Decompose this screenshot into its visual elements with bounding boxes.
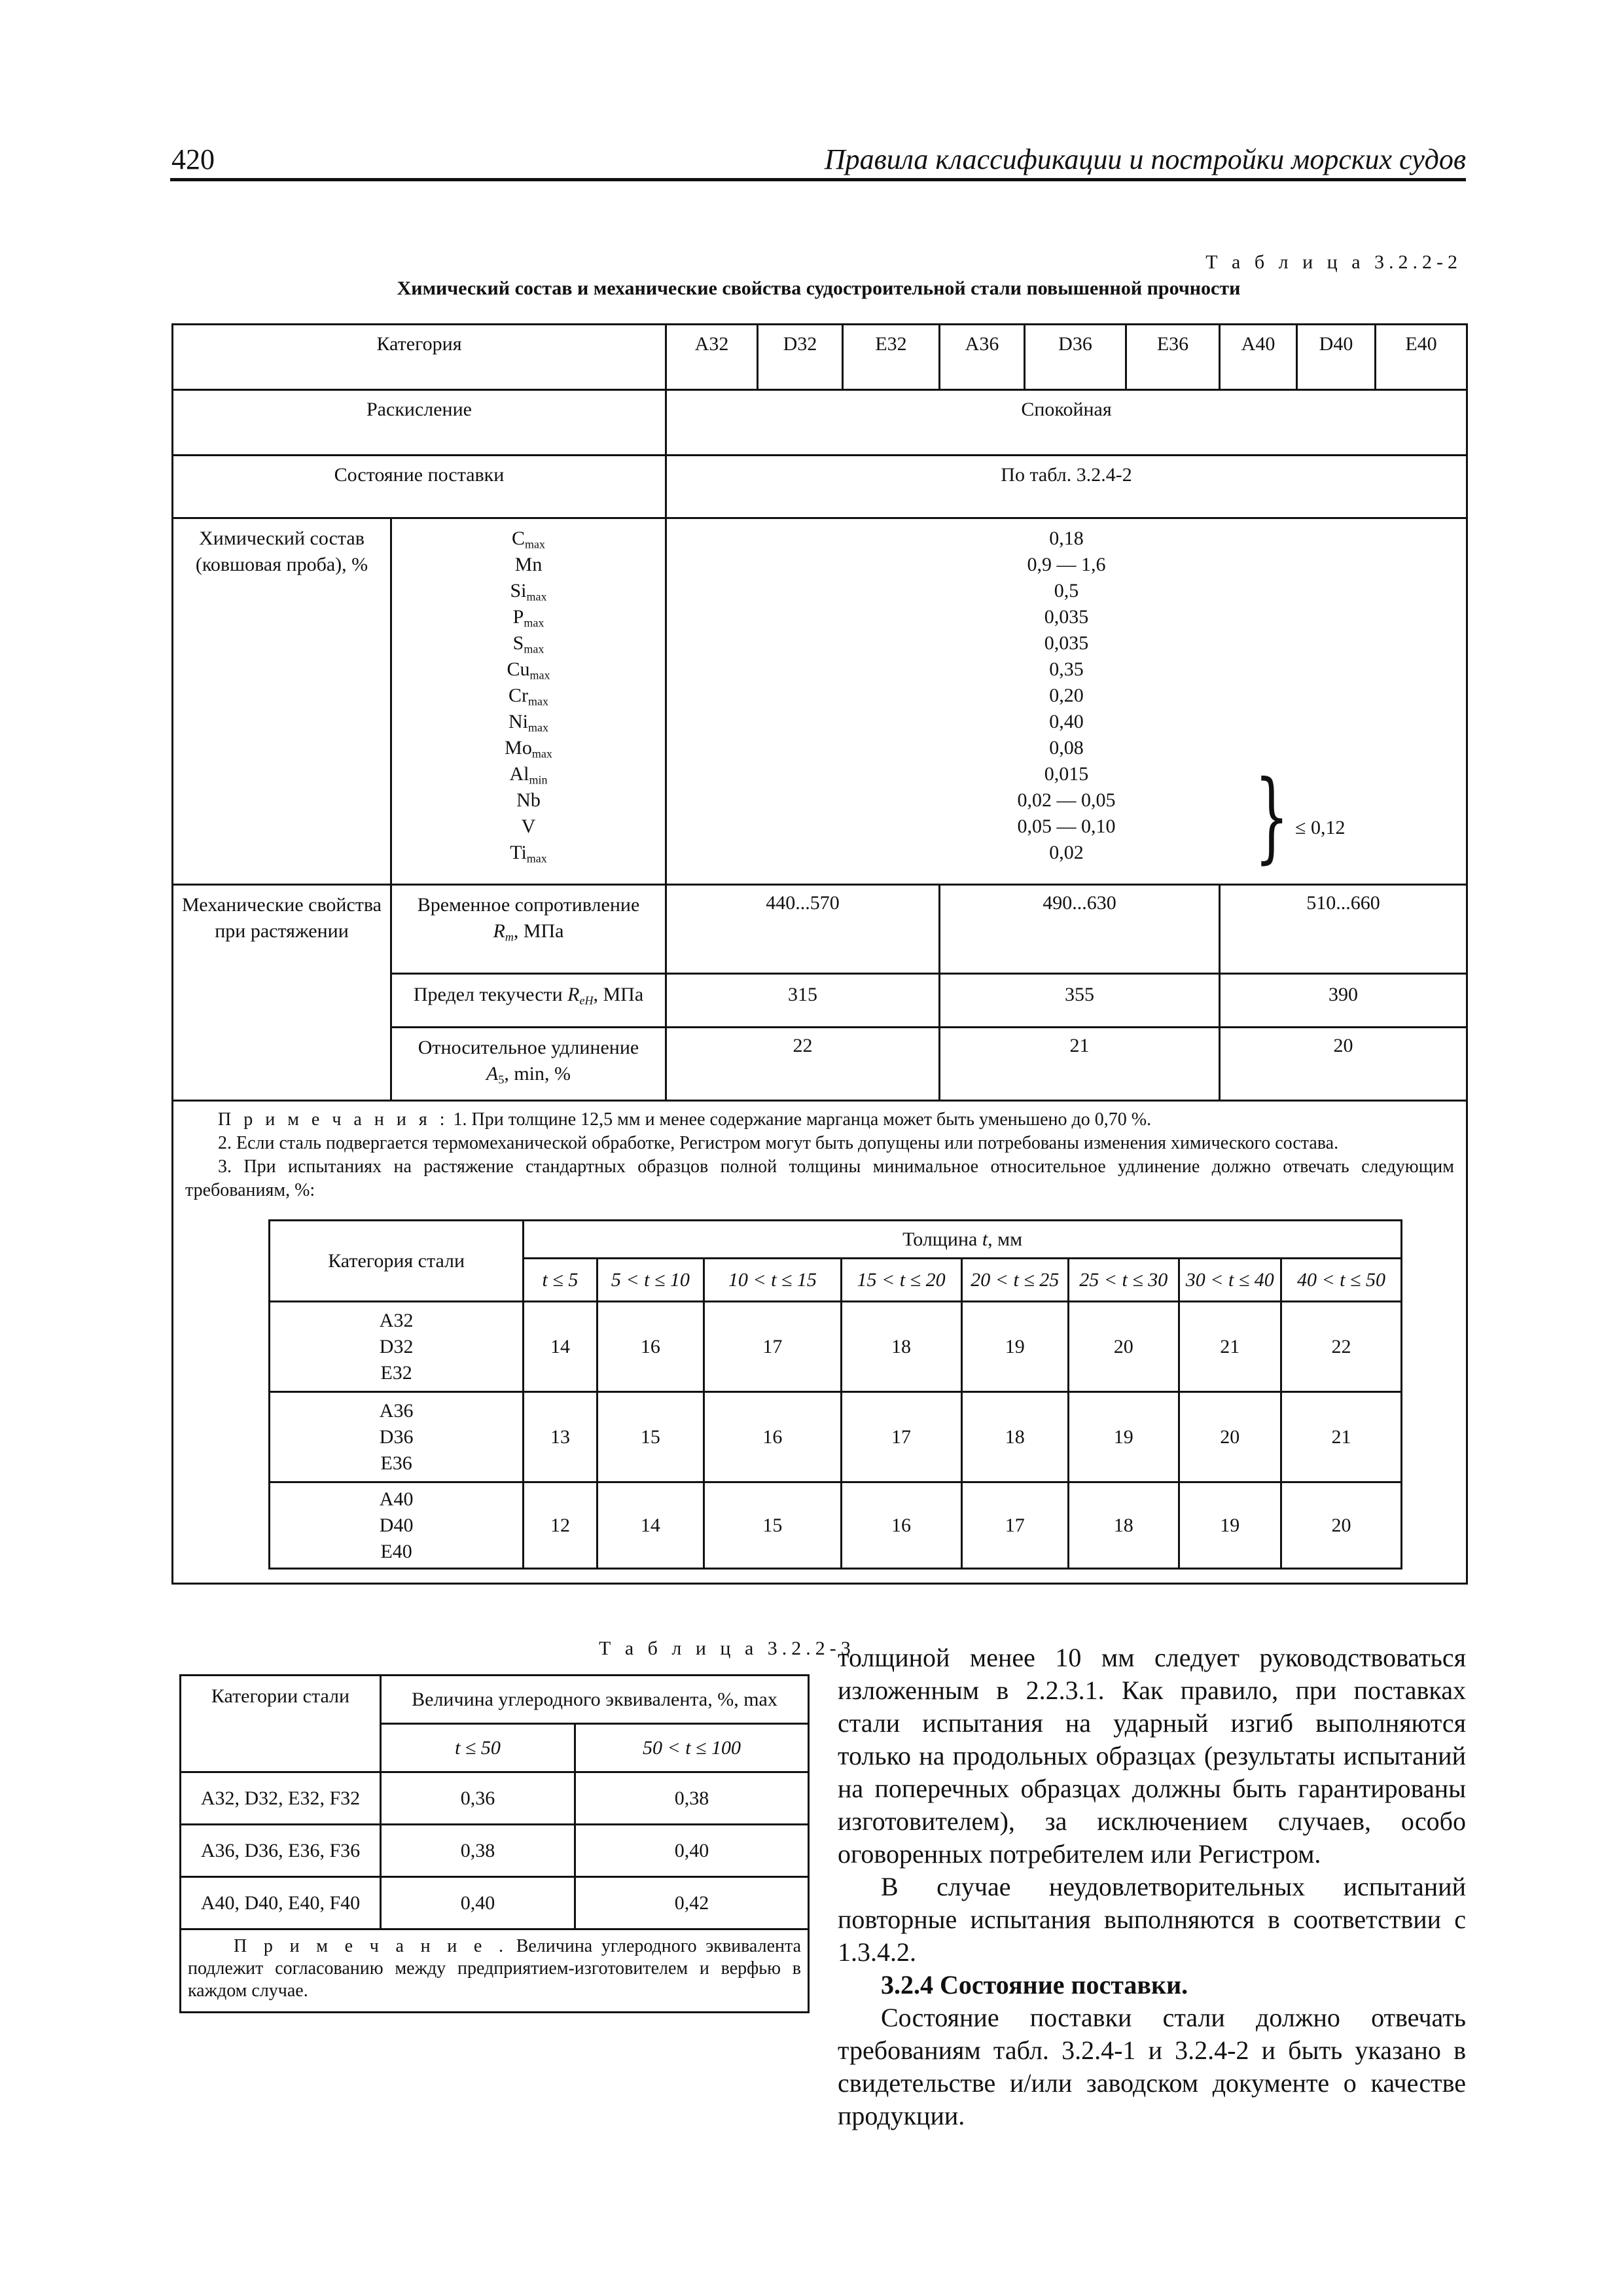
chem-element-symbol: V xyxy=(521,816,536,837)
chem-element-subscript: max xyxy=(526,852,547,865)
t2-cell: 18 xyxy=(961,1392,1068,1482)
t2-range-text: 25 < t ≤ 30 xyxy=(1079,1268,1168,1291)
t2-range-header xyxy=(597,1259,704,1302)
elongation-unit: , min, % xyxy=(504,1063,571,1085)
t2-cell: 19 xyxy=(1179,1482,1281,1569)
t2-range-text: 5 < t ≤ 10 xyxy=(611,1268,690,1291)
chem-elements xyxy=(391,518,666,885)
section-heading: 3.2.4 Состояние поставки. xyxy=(881,1970,1188,2000)
chem-element xyxy=(392,656,665,683)
category-d32: D32 xyxy=(758,325,843,390)
note-1-text: 1. При толщине 12,5 мм и менее содержание марганца может быть уменьшено до 0,70 %. xyxy=(448,1109,1152,1130)
yield-symbol: R xyxy=(567,984,580,1005)
t2-category: A36 xyxy=(379,1399,414,1422)
chem-element-subscript: max xyxy=(524,642,544,656)
chem-element-symbol: P xyxy=(512,606,524,628)
t3-row xyxy=(181,1772,809,1825)
category-label: Категория xyxy=(173,325,666,390)
t2-range-text: 20 < t ≤ 25 xyxy=(971,1268,1060,1291)
chem-element-symbol: Mo xyxy=(505,737,532,759)
chem-element-subscript: max xyxy=(531,747,552,761)
tensile-subscript: m xyxy=(505,930,514,944)
category-a40: A40 xyxy=(1220,325,1297,390)
yield-subscript: eH xyxy=(579,994,594,1007)
t2-row xyxy=(270,1392,1402,1482)
chem-element-subscript: max xyxy=(524,616,544,630)
chem-element-subscript: min xyxy=(529,773,548,787)
chem-value: 0,9 — 1,6 xyxy=(1027,554,1106,575)
chem-element xyxy=(392,604,665,630)
t2-cell: 20 xyxy=(1281,1482,1401,1569)
t3-cell-t50: 0,40 xyxy=(381,1877,575,1929)
t2-cell: 13 xyxy=(524,1392,597,1482)
t2-cell: 22 xyxy=(1281,1302,1401,1392)
t2-row xyxy=(270,1482,1402,1569)
t3-row-categories: A40, D40, E40, F40 xyxy=(181,1877,381,1929)
t2-range-header xyxy=(1281,1259,1401,1302)
t2-cell: 18 xyxy=(841,1302,961,1392)
chem-element xyxy=(392,683,665,709)
chem-element-subscript: max xyxy=(525,537,545,551)
t2-row-categories xyxy=(270,1482,524,1569)
t3-cell-t100: 0,42 xyxy=(575,1877,809,1929)
t2-cell: 16 xyxy=(704,1392,841,1482)
chem-value: 0,35 xyxy=(1049,658,1084,680)
table3 xyxy=(179,1674,810,2013)
elongation-symbol: A xyxy=(486,1063,499,1085)
elongation-thickness-table xyxy=(268,1219,1402,1570)
chem-element xyxy=(392,761,665,787)
t3-cell-t50: 0,36 xyxy=(381,1772,575,1825)
chem-element xyxy=(392,840,665,866)
t2-cell: 20 xyxy=(1179,1392,1281,1482)
t2-category: D32 xyxy=(379,1335,414,1357)
chem-element xyxy=(392,709,665,735)
header-rule xyxy=(170,178,1466,181)
chem-element-subscript: max xyxy=(526,590,547,603)
elongation-label-text: Относительное удлинение xyxy=(418,1037,639,1058)
paragraph-1: толщиной менее 10 мм следует руководствоваться изложенным в 2.2.3.1. Как правило, при поставках стали испытания на ударный изгиб выполняются только на продольных образцах (результаты испытаний на поперечных образцах должны быть гарантированы изготовителем), за исключением случаев, особо оговоренных потребителем или Регистром. xyxy=(838,1643,1466,1869)
table1-notes xyxy=(173,1101,1467,1584)
t2-range-text: 30 < t ≤ 40 xyxy=(1185,1268,1274,1291)
chem-value: 0,02 — 0,05 xyxy=(1017,789,1116,811)
t2-range-header xyxy=(841,1259,961,1302)
t2-cell: 17 xyxy=(961,1482,1068,1569)
t2-cell: 12 xyxy=(524,1482,597,1569)
chem-element xyxy=(392,735,665,761)
t2-range-text: 10 < t ≤ 15 xyxy=(728,1268,817,1291)
chem-value: 0,035 xyxy=(1044,606,1089,628)
table1-title: Химический состав и механические свойства судостроительной стали повышенной прочности xyxy=(397,278,1241,299)
chem-element-symbol: S xyxy=(512,632,524,654)
t2-cell: 15 xyxy=(597,1392,704,1482)
paragraph-2: В случае неудовлетворительных испытаний повторные испытания выполняются в соответствии с 1.3.4.2. xyxy=(838,1872,1466,1967)
chem-element-symbol: Cu xyxy=(507,658,530,680)
t2-cell: 21 xyxy=(1179,1302,1281,1392)
t3-row xyxy=(181,1825,809,1877)
t2-range-text: t ≤ 5 xyxy=(542,1268,579,1291)
delivery-value: По табл. 3.2.4-2 xyxy=(666,456,1467,518)
t3-note-prefix: П р и м е ч а н и е . xyxy=(234,1936,508,1956)
t2-cell: 14 xyxy=(597,1482,704,1569)
t2-category: E40 xyxy=(380,1540,412,1562)
note-2: 2. Если сталь подвергается термомеханической обработке, Регистром могут быть допущены или потребованы изменения химического состава. xyxy=(218,1133,1339,1153)
t2-cell: 15 xyxy=(704,1482,841,1569)
t3-col-t50-text: t ≤ 50 xyxy=(455,1736,501,1759)
chem-value: 0,08 xyxy=(1049,737,1084,759)
chem-element-symbol: Ni xyxy=(508,711,528,732)
t2-range-header xyxy=(961,1259,1068,1302)
t2-cell: 20 xyxy=(1069,1302,1179,1392)
t2-range-header xyxy=(524,1259,597,1302)
t3-row xyxy=(181,1877,809,1929)
yield-unit: , МПа xyxy=(593,984,644,1005)
notes-prefix: П р и м е ч а н и я : xyxy=(218,1109,449,1130)
t2-category-header: Категория стали xyxy=(270,1221,524,1302)
elongation-value-32: 22 xyxy=(666,1028,940,1101)
chem-values xyxy=(666,518,1467,885)
yield-label xyxy=(391,974,666,1028)
chem-element-symbol: Nb xyxy=(516,789,541,811)
yield-value-40: 390 xyxy=(1220,974,1467,1028)
chem-element-symbol: Cr xyxy=(508,685,528,706)
yield-label-text: Предел текучести xyxy=(413,984,563,1005)
chem-value: 0,015 xyxy=(1044,763,1089,785)
tensile-value-36: 490...630 xyxy=(940,885,1220,974)
brace-icon: } xyxy=(1255,760,1289,874)
running-title: Правила классификации и постройки морских судов xyxy=(824,143,1466,175)
paragraph-3: Состояние поставки стали должно отвечать требованиям табл. 3.2.4-1 и 3.2.4-2 и быть указано в свидетельстве и/или заводском документе о качестве продукции. xyxy=(838,2003,1466,2130)
category-e40: E40 xyxy=(1376,325,1467,390)
t3-cell-t100: 0,38 xyxy=(575,1772,809,1825)
t3-category-header: Категории стали xyxy=(181,1676,381,1772)
chem-element-symbol: Ti xyxy=(510,842,527,863)
tensile-label xyxy=(391,885,666,974)
t2-range-header xyxy=(1179,1259,1281,1302)
chem-element xyxy=(392,552,665,578)
t2-cell: 18 xyxy=(1069,1482,1179,1569)
t2-cell: 17 xyxy=(841,1392,961,1482)
t2-category: E32 xyxy=(380,1361,412,1384)
tensile-symbol: R xyxy=(493,920,505,942)
brace-value: ≤ 0,12 xyxy=(1295,817,1346,838)
t2-category: A32 xyxy=(379,1309,414,1331)
t2-range-text: 40 < t ≤ 50 xyxy=(1296,1268,1385,1291)
t2-cell: 17 xyxy=(704,1302,841,1392)
t2-row xyxy=(270,1302,1402,1392)
chem-value: 0,18 xyxy=(1049,528,1084,549)
elongation-value-36: 21 xyxy=(940,1028,1220,1101)
t2-cell: 19 xyxy=(961,1302,1068,1392)
category-a32: A32 xyxy=(666,325,758,390)
t2-row-categories xyxy=(270,1302,524,1392)
chem-element-subscript: max xyxy=(528,721,548,734)
yield-value-36: 355 xyxy=(940,974,1220,1028)
t2-category: D36 xyxy=(379,1426,414,1448)
t2-thickness-header-text: Толщина t, мм xyxy=(902,1228,1023,1250)
t3-col-t100-text: 50 < t ≤ 100 xyxy=(642,1736,741,1759)
t2-cell: 16 xyxy=(597,1302,704,1392)
category-a36: A36 xyxy=(940,325,1025,390)
category-d40: D40 xyxy=(1297,325,1376,390)
elongation-label xyxy=(391,1028,666,1101)
tensile-value-32: 440...570 xyxy=(666,885,940,974)
table1-caption: Т а б л и ц а 3.2.2-2 xyxy=(1205,251,1462,273)
yield-value-32: 315 xyxy=(666,974,940,1028)
page-number: 420 xyxy=(171,143,215,175)
chem-value: 0,02 xyxy=(1049,842,1084,863)
t3-col-t100 xyxy=(575,1724,809,1772)
t2-cell: 14 xyxy=(524,1302,597,1392)
elongation-subscript: 5 xyxy=(498,1073,505,1086)
chem-element xyxy=(392,578,665,604)
category-d36: D36 xyxy=(1025,325,1126,390)
chem-element xyxy=(392,787,665,814)
chem-element-symbol: Mn xyxy=(514,554,543,575)
t2-cell: 16 xyxy=(841,1482,961,1569)
t2-thickness-header xyxy=(524,1221,1402,1259)
table3-caption: Т а б л и ц а 3.2.2-3 xyxy=(599,1638,855,1659)
t2-category: D40 xyxy=(379,1514,414,1536)
delivery-label: Состояние поставки xyxy=(173,456,666,518)
tensile-unit: , МПа xyxy=(513,920,564,942)
tensile-label-text: Временное сопротивление xyxy=(417,894,640,916)
t2-category: E36 xyxy=(380,1452,412,1474)
chem-element-symbol: Al xyxy=(509,763,529,785)
t3-body xyxy=(181,1772,809,1929)
note-3: 3. При испытаниях на растяжение стандартных образцов полной толщины минимальное относительное удлинение должно отвечать следующим требованиям, %: xyxy=(185,1157,1454,1200)
table1 xyxy=(171,323,1468,1585)
t3-note-text: Величина углеродного эквивалента подлежит согласованию между предприятием-изготовителем и верфью в каждом случае. xyxy=(188,1936,801,2001)
tensile-value-40: 510...660 xyxy=(1220,885,1467,974)
note-1 xyxy=(185,1108,1454,1132)
chem-value: 0,20 xyxy=(1049,685,1084,706)
t2-body xyxy=(270,1302,1402,1569)
deoxidation-value: Спокойная xyxy=(666,390,1467,456)
t3-col-t50 xyxy=(381,1724,575,1772)
chem-element xyxy=(392,814,665,840)
chem-value-list xyxy=(667,526,1466,874)
t3-cell-t50: 0,38 xyxy=(381,1825,575,1877)
t3-cell-t100: 0,40 xyxy=(575,1825,809,1877)
chem-value: 0,40 xyxy=(1049,711,1084,732)
t2-cell: 19 xyxy=(1069,1392,1179,1482)
t2-range-text: 15 < t ≤ 20 xyxy=(857,1268,946,1291)
chem-value: 0,05 — 0,10 xyxy=(1017,816,1116,837)
t2-category: A40 xyxy=(379,1488,414,1510)
chem-value: 0,5 xyxy=(1054,580,1079,601)
chem-element-symbol: C xyxy=(511,528,525,549)
category-e36: E36 xyxy=(1126,325,1220,390)
chem-value: 0,035 xyxy=(1044,632,1089,654)
t3-row-categories: A36, D36, E36, F36 xyxy=(181,1825,381,1877)
t3-row-categories: A32, D32, E32, F32 xyxy=(181,1772,381,1825)
category-e32: E32 xyxy=(843,325,940,390)
t3-ce-header: Величина углеродного эквивалента, %, max xyxy=(381,1676,809,1724)
mech-properties-label: Механические свойства при растяжении xyxy=(173,885,391,1101)
chem-composition-label: Химический состав (ковшовая проба), % xyxy=(173,518,391,885)
chem-element-subscript: max xyxy=(529,668,550,682)
t3-note xyxy=(181,1929,809,2013)
deoxidation-label: Раскисление xyxy=(173,390,666,456)
chem-element-subscript: max xyxy=(528,694,548,708)
chem-element xyxy=(392,526,665,552)
chem-element xyxy=(392,630,665,656)
t2-range-header xyxy=(704,1259,841,1302)
chem-element-list xyxy=(392,526,665,866)
t2-cell: 21 xyxy=(1281,1392,1401,1482)
t2-row-categories xyxy=(270,1392,524,1482)
body-text xyxy=(838,1641,1466,2132)
t2-range-header xyxy=(1069,1259,1179,1302)
chem-element-symbol: Si xyxy=(510,580,527,601)
elongation-value-40: 20 xyxy=(1220,1028,1467,1101)
